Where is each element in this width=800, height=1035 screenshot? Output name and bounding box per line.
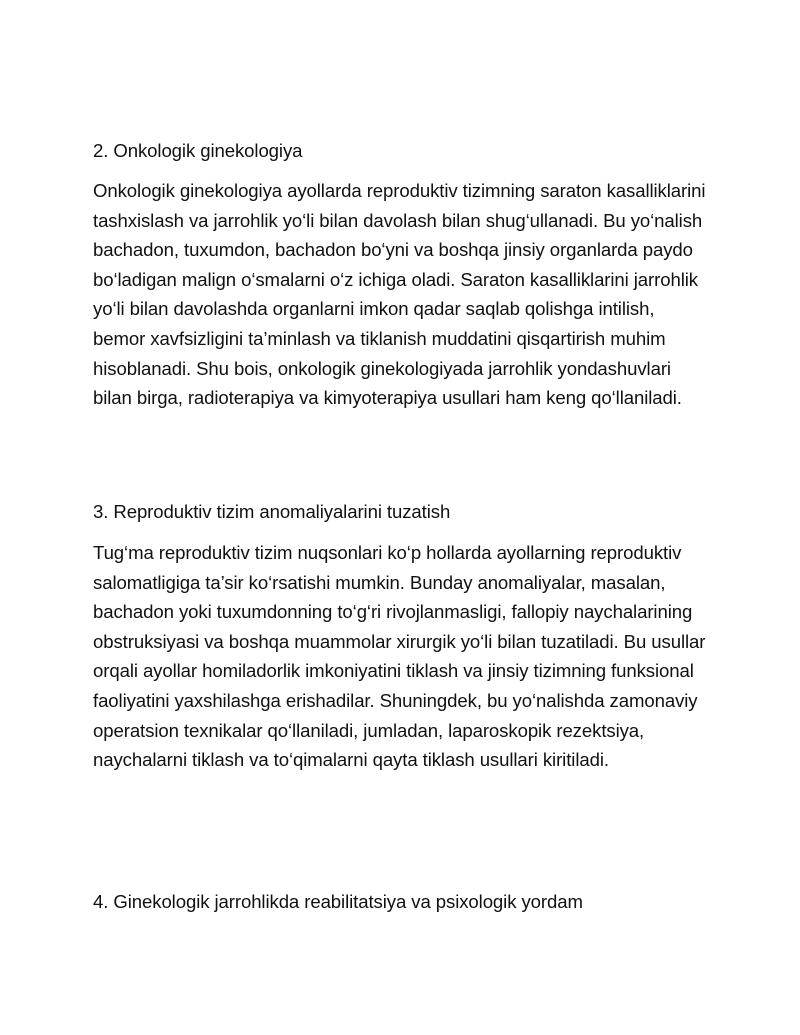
section-heading-2: 2. Onkologik ginekologiya: [93, 140, 303, 161]
section-heading-4: 4. Ginekologik jarrohlikda reabilitatsiya va psixologik yordam: [93, 891, 583, 912]
section-paragraph-2: Onkologik ginekologiya ayollarda reproduktiv tizimning saraton kasalliklarini tashxislash va jarrohlik yo‘li bilan davolash bilan shug‘ullanadi. Bu yo‘nalish bachadon, tuxumdon, bachadon bo‘yni va boshqa jinsiy organlarda paydo bo‘ladigan malign o‘smalarni o‘z ichiga oladi. Saraton kasalliklarini jarrohlik yo‘li bilan davolashda organlarni imkon qadar saqlab qolishga intilish, bemor xavfsizligini ta’minlash va tiklanish muddatini qisqartirish muhim hisoblanadi. Shu bois, onkologik ginekologiyada jarrohlik yondashuvlari bilan birga, radioterapiya va kimyoterapiya usullari ham keng qo‘llaniladi.: [93, 180, 706, 409]
section-heading-3: 3. Reproduktiv tizim anomaliyalarini tuzatish: [93, 501, 451, 522]
section-paragraph-3: Tug‘ma reproduktiv tizim nuqsonlari ko‘p hollarda ayollarning reproduktiv salomatligiga ta’sir ko‘rsatishi mumkin. Bunday anomaliyalar, masalan, bachadon yoki tuxumdonning to‘g‘ri rivojlanmasligi, fallopiy naychalarining obstruksiyasi va boshqa muammolar xirurgik yo‘li bilan tuzatiladi. Bu usullar orqali ayollar homiladorlik imkoniyatini tiklash va jinsiy tizimning funksional faoliyatini yaxshilashga erishadilar. Shuningdek, bu yo‘nalishda zamonaviy operatsion texnikalar qo‘llaniladi, jumladan, laparoskopik rezektsiya, naychalarni tiklash va to‘qimalarni qayta tiklash usullari kiritiladi.: [93, 542, 706, 771]
